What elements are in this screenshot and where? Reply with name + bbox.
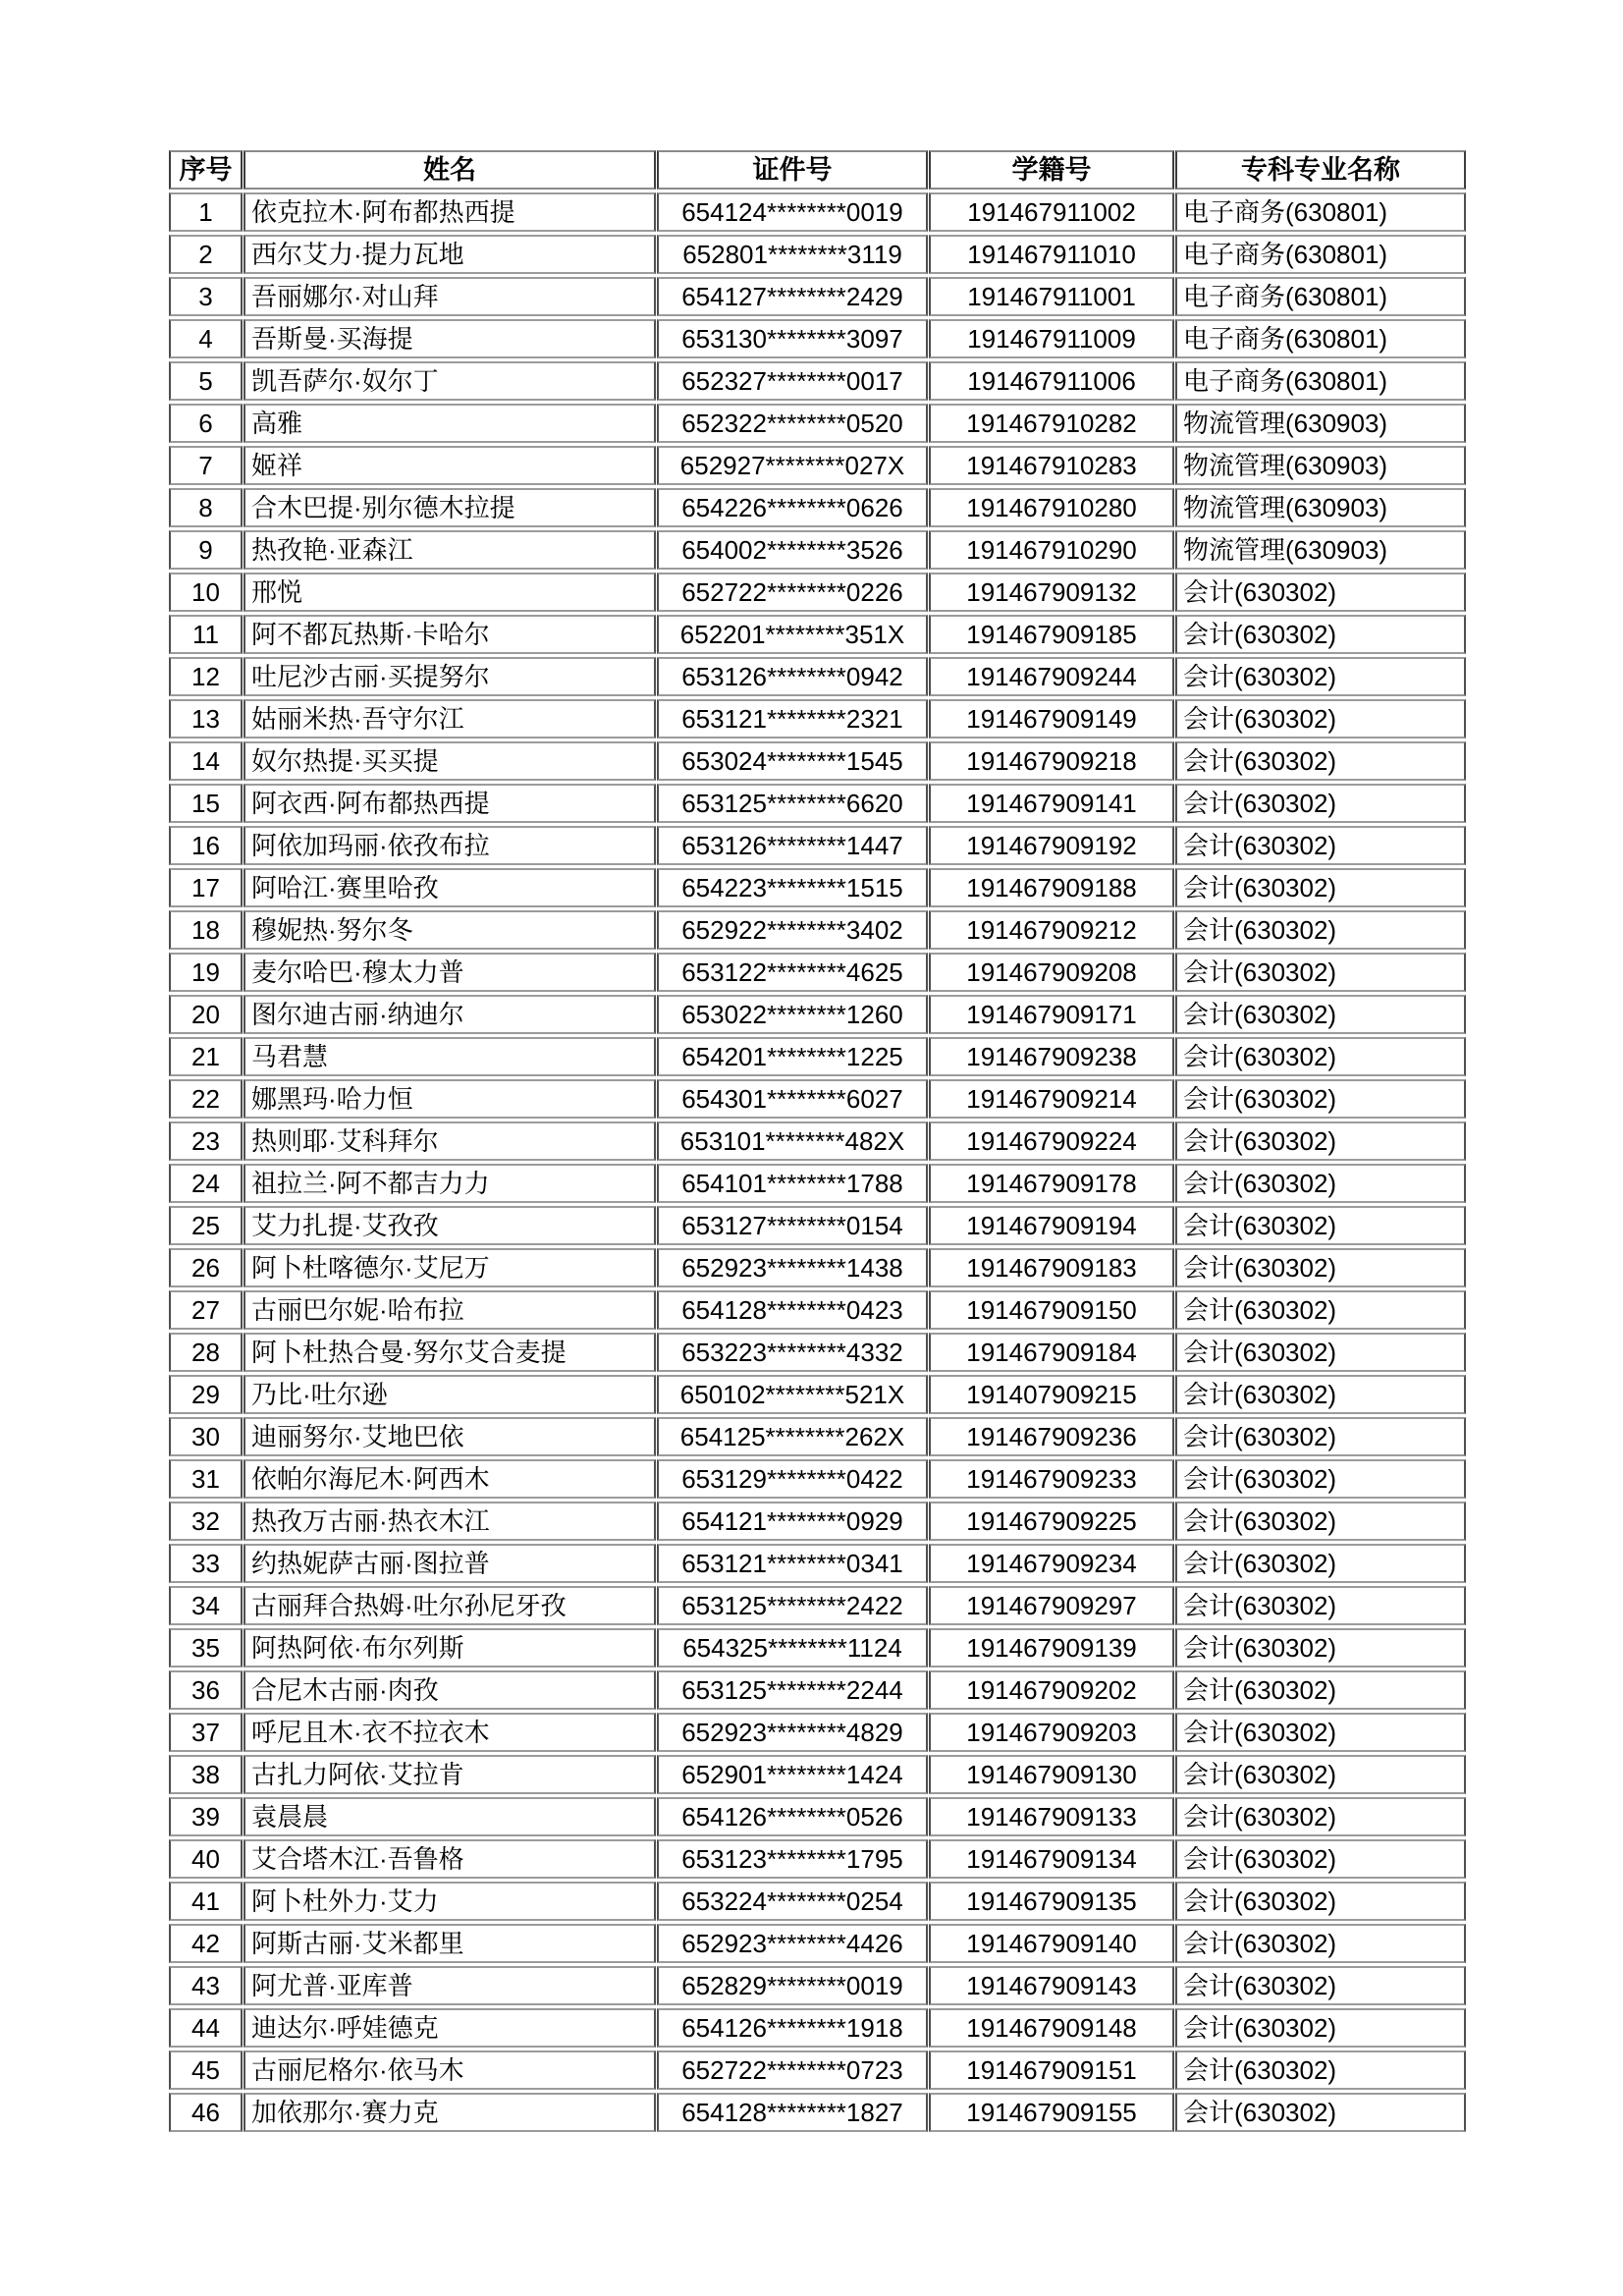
cell-major-name: 电子商务(630801) <box>1175 277 1466 316</box>
table-row <box>169 192 1466 232</box>
table-row <box>169 868 1466 907</box>
table-row <box>169 488 1466 527</box>
cell-student-registration-number: 191467911010 <box>929 235 1174 274</box>
cell-major-name: 会计(630302) <box>1175 1839 1466 1879</box>
cell-student-registration-number: 191467909151 <box>929 2050 1174 2090</box>
table-row <box>169 1502 1466 1541</box>
cell-student-registration-number: 191467909139 <box>929 1628 1174 1667</box>
cell-major-name: 会计(630302) <box>1175 1417 1466 1456</box>
cell-student-registration-number: 191467911006 <box>929 361 1174 401</box>
cell-student-registration-number: 191467910283 <box>929 446 1174 485</box>
cell-student-registration-number: 191467909238 <box>929 1037 1174 1076</box>
cell-id-number: 653121********2321 <box>657 699 928 738</box>
student-roster-table <box>168 147 1467 2135</box>
cell-student-registration-number: 191467909130 <box>929 1755 1174 1794</box>
cell-id-number: 653125********2422 <box>657 1586 928 1625</box>
cell-major-name: 会计(630302) <box>1175 1670 1466 1710</box>
cell-id-number: 654121********0929 <box>657 1502 928 1541</box>
cell-student-registration-number: 191467909194 <box>929 1206 1174 1245</box>
cell-name: 呼尼且木·衣不拉衣木 <box>243 1713 656 1752</box>
cell-student-registration-number: 191467909132 <box>929 573 1174 612</box>
cell-major-name: 会计(630302) <box>1175 1375 1466 1414</box>
cell-name: 迪丽努尔·艾地巴依 <box>243 1417 656 1456</box>
table-row <box>169 1248 1466 1287</box>
cell-name: 奴尔热提·买买提 <box>243 741 656 781</box>
table-row <box>169 573 1466 612</box>
cell-serial-number: 40 <box>169 1839 243 1879</box>
cell-student-registration-number: 191407909215 <box>929 1375 1174 1414</box>
cell-id-number: 653022********1260 <box>657 995 928 1034</box>
table-row <box>169 741 1466 781</box>
table-row <box>169 1797 1466 1836</box>
cell-serial-number: 32 <box>169 1502 243 1541</box>
cell-name: 姬祥 <box>243 446 656 485</box>
cell-id-number: 653121********0341 <box>657 1544 928 1583</box>
table-header <box>169 150 1466 190</box>
cell-id-number: 654325********1124 <box>657 1628 928 1667</box>
cell-student-registration-number: 191467909234 <box>929 1544 1174 1583</box>
cell-student-registration-number: 191467909178 <box>929 1164 1174 1203</box>
cell-student-registration-number: 191467909134 <box>929 1839 1174 1879</box>
cell-serial-number: 37 <box>169 1713 243 1752</box>
cell-serial-number: 46 <box>169 2093 243 2132</box>
cell-serial-number: 38 <box>169 1755 243 1794</box>
cell-name: 阿依加玛丽·依孜布拉 <box>243 826 656 865</box>
table-row <box>169 1544 1466 1583</box>
cell-serial-number: 8 <box>169 488 243 527</box>
cell-id-number: 654101********1788 <box>657 1164 928 1203</box>
cell-name: 古丽尼格尔·依马木 <box>243 2050 656 2090</box>
cell-name: 合木巴提·别尔德木拉提 <box>243 488 656 527</box>
table-row <box>169 1079 1466 1119</box>
cell-name: 穆妮热·努尔冬 <box>243 910 656 950</box>
cell-name: 凯吾萨尔·奴尔丁 <box>243 361 656 401</box>
cell-major-name: 会计(630302) <box>1175 1882 1466 1921</box>
cell-id-number: 654301********6027 <box>657 1079 928 1119</box>
cell-serial-number: 44 <box>169 2008 243 2048</box>
cell-serial-number: 33 <box>169 1544 243 1583</box>
cell-major-name: 会计(630302) <box>1175 1502 1466 1541</box>
table-row <box>169 2093 1466 2132</box>
cell-major-name: 会计(630302) <box>1175 1797 1466 1836</box>
cell-student-registration-number: 191467909218 <box>929 741 1174 781</box>
cell-major-name: 会计(630302) <box>1175 1333 1466 1372</box>
cell-student-registration-number: 191467909192 <box>929 826 1174 865</box>
cell-serial-number: 5 <box>169 361 243 401</box>
cell-name: 艾力扎提·艾孜孜 <box>243 1206 656 1245</box>
cell-id-number: 653101********482X <box>657 1121 928 1161</box>
cell-serial-number: 18 <box>169 910 243 950</box>
header-id-number: 证件号 <box>657 150 928 190</box>
cell-major-name: 会计(630302) <box>1175 1966 1466 2005</box>
table-row <box>169 995 1466 1034</box>
table-row <box>169 910 1466 950</box>
cell-id-number: 654127********2429 <box>657 277 928 316</box>
header-major-name: 专科专业名称 <box>1175 150 1466 190</box>
cell-student-registration-number: 191467909148 <box>929 2008 1174 2048</box>
cell-serial-number: 3 <box>169 277 243 316</box>
cell-name: 热则耶·艾科拜尔 <box>243 1121 656 1161</box>
cell-major-name: 会计(630302) <box>1175 1713 1466 1752</box>
cell-name: 娜黑玛·哈力恒 <box>243 1079 656 1119</box>
cell-serial-number: 19 <box>169 953 243 992</box>
cell-id-number: 650102********521X <box>657 1375 928 1414</box>
table-row <box>169 1290 1466 1330</box>
cell-id-number: 652923********4829 <box>657 1713 928 1752</box>
table-row <box>169 1839 1466 1879</box>
cell-major-name: 会计(630302) <box>1175 1755 1466 1794</box>
cell-serial-number: 4 <box>169 319 243 358</box>
cell-name: 高雅 <box>243 404 656 443</box>
cell-serial-number: 12 <box>169 657 243 696</box>
cell-student-registration-number: 191467909143 <box>929 1966 1174 2005</box>
cell-serial-number: 27 <box>169 1290 243 1330</box>
cell-student-registration-number: 191467909203 <box>929 1713 1174 1752</box>
cell-name: 乃比·吐尔逊 <box>243 1375 656 1414</box>
cell-student-registration-number: 191467909225 <box>929 1502 1174 1541</box>
cell-serial-number: 9 <box>169 530 243 570</box>
cell-major-name: 电子商务(630801) <box>1175 235 1466 274</box>
cell-serial-number: 25 <box>169 1206 243 1245</box>
cell-id-number: 653223********4332 <box>657 1333 928 1372</box>
cell-serial-number: 43 <box>169 1966 243 2005</box>
cell-major-name: 会计(630302) <box>1175 615 1466 654</box>
cell-major-name: 物流管理(630903) <box>1175 446 1466 485</box>
cell-student-registration-number: 191467909135 <box>929 1882 1174 1921</box>
cell-student-registration-number: 191467909171 <box>929 995 1174 1034</box>
cell-major-name: 会计(630302) <box>1175 573 1466 612</box>
cell-name: 艾合塔木江·吾鲁格 <box>243 1839 656 1879</box>
cell-serial-number: 14 <box>169 741 243 781</box>
cell-id-number: 652901********1424 <box>657 1755 928 1794</box>
cell-student-registration-number: 191467910290 <box>929 530 1174 570</box>
cell-student-registration-number: 191467909150 <box>929 1290 1174 1330</box>
table-row <box>169 2050 1466 2090</box>
cell-id-number: 652801********3119 <box>657 235 928 274</box>
cell-name: 西尔艾力·提力瓦地 <box>243 235 656 274</box>
cell-name: 邢悦 <box>243 573 656 612</box>
cell-name: 麦尔哈巴·穆太力普 <box>243 953 656 992</box>
cell-major-name: 电子商务(630801) <box>1175 192 1466 232</box>
cell-major-name: 会计(630302) <box>1175 784 1466 823</box>
table-row <box>169 1206 1466 1245</box>
cell-id-number: 653125********2244 <box>657 1670 928 1710</box>
cell-name: 吾斯曼·买海提 <box>243 319 656 358</box>
cell-major-name: 会计(630302) <box>1175 1290 1466 1330</box>
cell-major-name: 会计(630302) <box>1175 1079 1466 1119</box>
table-row <box>169 953 1466 992</box>
cell-id-number: 653224********0254 <box>657 1882 928 1921</box>
cell-major-name: 会计(630302) <box>1175 2008 1466 2048</box>
cell-major-name: 会计(630302) <box>1175 2093 1466 2132</box>
cell-serial-number: 36 <box>169 1670 243 1710</box>
cell-name: 热孜艳·亚森江 <box>243 530 656 570</box>
cell-serial-number: 23 <box>169 1121 243 1161</box>
cell-major-name: 会计(630302) <box>1175 1164 1466 1203</box>
cell-name: 姑丽米热·吾守尔江 <box>243 699 656 738</box>
cell-major-name: 会计(630302) <box>1175 699 1466 738</box>
table-row <box>169 361 1466 401</box>
cell-name: 迪达尔·呼娃德克 <box>243 2008 656 2048</box>
cell-name: 阿不都瓦热斯·卡哈尔 <box>243 615 656 654</box>
cell-student-registration-number: 191467909236 <box>929 1417 1174 1456</box>
cell-major-name: 会计(630302) <box>1175 826 1466 865</box>
cell-serial-number: 10 <box>169 573 243 612</box>
table-row <box>169 319 1466 358</box>
cell-serial-number: 15 <box>169 784 243 823</box>
cell-id-number: 652923********1438 <box>657 1248 928 1287</box>
cell-student-registration-number: 191467909244 <box>929 657 1174 696</box>
cell-id-number: 654126********1918 <box>657 2008 928 2048</box>
cell-name: 阿卜杜热合曼·努尔艾合麦提 <box>243 1333 656 1372</box>
cell-serial-number: 30 <box>169 1417 243 1456</box>
cell-student-registration-number: 191467909155 <box>929 2093 1174 2132</box>
cell-id-number: 654128********1827 <box>657 2093 928 2132</box>
cell-serial-number: 35 <box>169 1628 243 1667</box>
cell-student-registration-number: 191467909185 <box>929 615 1174 654</box>
cell-name: 阿热阿依·布尔列斯 <box>243 1628 656 1667</box>
header-student-registration-number: 学籍号 <box>929 150 1174 190</box>
cell-name: 图尔迪古丽·纳迪尔 <box>243 995 656 1034</box>
cell-student-registration-number: 191467910280 <box>929 488 1174 527</box>
table-row <box>169 446 1466 485</box>
cell-id-number: 654002********3526 <box>657 530 928 570</box>
cell-major-name: 电子商务(630801) <box>1175 319 1466 358</box>
cell-id-number: 652722********0226 <box>657 573 928 612</box>
cell-id-number: 653126********1447 <box>657 826 928 865</box>
cell-name: 吐尼沙古丽·买提努尔 <box>243 657 656 696</box>
cell-major-name: 会计(630302) <box>1175 1459 1466 1499</box>
cell-major-name: 会计(630302) <box>1175 1248 1466 1287</box>
cell-name: 阿哈江·赛里哈孜 <box>243 868 656 907</box>
cell-serial-number: 22 <box>169 1079 243 1119</box>
cell-id-number: 654124********0019 <box>657 192 928 232</box>
cell-id-number: 653127********0154 <box>657 1206 928 1245</box>
cell-name: 加依那尔·赛力克 <box>243 2093 656 2132</box>
cell-student-registration-number: 191467909188 <box>929 868 1174 907</box>
cell-name: 热孜万古丽·热衣木江 <box>243 1502 656 1541</box>
cell-id-number: 654223********1515 <box>657 868 928 907</box>
cell-student-registration-number: 191467909297 <box>929 1586 1174 1625</box>
cell-name: 阿尤普·亚库普 <box>243 1966 656 2005</box>
cell-serial-number: 28 <box>169 1333 243 1372</box>
table-row <box>169 1586 1466 1625</box>
cell-major-name: 物流管理(630903) <box>1175 404 1466 443</box>
cell-student-registration-number: 191467911001 <box>929 277 1174 316</box>
table-row <box>169 2008 1466 2048</box>
cell-name: 阿衣西·阿布都热西提 <box>243 784 656 823</box>
cell-major-name: 会计(630302) <box>1175 1628 1466 1667</box>
cell-major-name: 会计(630302) <box>1175 1586 1466 1625</box>
cell-major-name: 电子商务(630801) <box>1175 361 1466 401</box>
cell-name: 吾丽娜尔·对山拜 <box>243 277 656 316</box>
cell-id-number: 654226********0626 <box>657 488 928 527</box>
cell-serial-number: 1 <box>169 192 243 232</box>
table-row <box>169 699 1466 738</box>
cell-name: 阿卜杜喀德尔·艾尼万 <box>243 1248 656 1287</box>
cell-major-name: 会计(630302) <box>1175 741 1466 781</box>
cell-id-number: 652322********0520 <box>657 404 928 443</box>
cell-student-registration-number: 191467909208 <box>929 953 1174 992</box>
cell-serial-number: 31 <box>169 1459 243 1499</box>
cell-id-number: 652923********4426 <box>657 1924 928 1963</box>
table-row <box>169 277 1466 316</box>
cell-student-registration-number: 191467911002 <box>929 192 1174 232</box>
cell-student-registration-number: 191467911009 <box>929 319 1174 358</box>
table-row <box>169 1628 1466 1667</box>
cell-serial-number: 20 <box>169 995 243 1034</box>
cell-serial-number: 16 <box>169 826 243 865</box>
table-row <box>169 657 1466 696</box>
cell-serial-number: 42 <box>169 1924 243 1963</box>
table-row <box>169 1924 1466 1963</box>
table-row <box>169 1713 1466 1752</box>
cell-name: 依帕尔海尼木·阿西木 <box>243 1459 656 1499</box>
cell-id-number: 652927********027X <box>657 446 928 485</box>
cell-major-name: 会计(630302) <box>1175 2050 1466 2090</box>
cell-serial-number: 11 <box>169 615 243 654</box>
cell-id-number: 654126********0526 <box>657 1797 928 1836</box>
table-row <box>169 404 1466 443</box>
cell-id-number: 653123********1795 <box>657 1839 928 1879</box>
cell-id-number: 652829********0019 <box>657 1966 928 2005</box>
cell-id-number: 654128********0423 <box>657 1290 928 1330</box>
cell-id-number: 652722********0723 <box>657 2050 928 2090</box>
cell-id-number: 653122********4625 <box>657 953 928 992</box>
table-row <box>169 1375 1466 1414</box>
cell-student-registration-number: 191467909212 <box>929 910 1174 950</box>
cell-student-registration-number: 191467909183 <box>929 1248 1174 1287</box>
cell-major-name: 会计(630302) <box>1175 657 1466 696</box>
cell-name: 依克拉木·阿布都热西提 <box>243 192 656 232</box>
header-name: 姓名 <box>243 150 656 190</box>
cell-serial-number: 29 <box>169 1375 243 1414</box>
cell-student-registration-number: 191467909214 <box>929 1079 1174 1119</box>
cell-name: 约热妮萨古丽·图拉普 <box>243 1544 656 1583</box>
table-row <box>169 1882 1466 1921</box>
table-row <box>169 826 1466 865</box>
table-row <box>169 1417 1466 1456</box>
cell-name: 马君慧 <box>243 1037 656 1076</box>
cell-name: 古扎力阿依·艾拉肯 <box>243 1755 656 1794</box>
cell-student-registration-number: 191467909233 <box>929 1459 1174 1499</box>
cell-major-name: 物流管理(630903) <box>1175 488 1466 527</box>
cell-id-number: 653125********6620 <box>657 784 928 823</box>
cell-student-registration-number: 191467909224 <box>929 1121 1174 1161</box>
cell-id-number: 652922********3402 <box>657 910 928 950</box>
table-row <box>169 1459 1466 1499</box>
cell-id-number: 652327********0017 <box>657 361 928 401</box>
table-row <box>169 784 1466 823</box>
cell-id-number: 653024********1545 <box>657 741 928 781</box>
table-row <box>169 1333 1466 1372</box>
header-row <box>169 150 1466 190</box>
cell-serial-number: 26 <box>169 1248 243 1287</box>
cell-id-number: 653129********0422 <box>657 1459 928 1499</box>
cell-major-name: 会计(630302) <box>1175 1206 1466 1245</box>
table-row <box>169 615 1466 654</box>
cell-serial-number: 45 <box>169 2050 243 2090</box>
table-row <box>169 1755 1466 1794</box>
cell-major-name: 会计(630302) <box>1175 910 1466 950</box>
table-row <box>169 1037 1466 1076</box>
cell-serial-number: 39 <box>169 1797 243 1836</box>
cell-name: 古丽拜合热姆·吐尔孙尼牙孜 <box>243 1586 656 1625</box>
cell-major-name: 会计(630302) <box>1175 1037 1466 1076</box>
table-row <box>169 530 1466 570</box>
cell-serial-number: 34 <box>169 1586 243 1625</box>
cell-serial-number: 21 <box>169 1037 243 1076</box>
table-row <box>169 1121 1466 1161</box>
table-body <box>169 192 1466 2132</box>
cell-student-registration-number: 191467909141 <box>929 784 1174 823</box>
cell-id-number: 654125********262X <box>657 1417 928 1456</box>
cell-name: 阿斯古丽·艾米都里 <box>243 1924 656 1963</box>
cell-student-registration-number: 191467909133 <box>929 1797 1174 1836</box>
table-row <box>169 1164 1466 1203</box>
cell-serial-number: 2 <box>169 235 243 274</box>
cell-student-registration-number: 191467909202 <box>929 1670 1174 1710</box>
cell-major-name: 会计(630302) <box>1175 1121 1466 1161</box>
cell-id-number: 652201********351X <box>657 615 928 654</box>
cell-serial-number: 24 <box>169 1164 243 1203</box>
cell-name: 祖拉兰·阿不都吉力力 <box>243 1164 656 1203</box>
header-serial-number: 序号 <box>169 150 243 190</box>
cell-student-registration-number: 191467910282 <box>929 404 1174 443</box>
cell-id-number: 653126********0942 <box>657 657 928 696</box>
cell-major-name: 会计(630302) <box>1175 953 1466 992</box>
cell-id-number: 653130********3097 <box>657 319 928 358</box>
cell-major-name: 物流管理(630903) <box>1175 530 1466 570</box>
cell-student-registration-number: 191467909184 <box>929 1333 1174 1372</box>
table-row <box>169 1966 1466 2005</box>
cell-name: 合尼木古丽·肉孜 <box>243 1670 656 1710</box>
cell-name: 阿卜杜外力·艾力 <box>243 1882 656 1921</box>
table-row <box>169 1670 1466 1710</box>
cell-serial-number: 17 <box>169 868 243 907</box>
cell-student-registration-number: 191467909140 <box>929 1924 1174 1963</box>
cell-major-name: 会计(630302) <box>1175 995 1466 1034</box>
cell-major-name: 会计(630302) <box>1175 1924 1466 1963</box>
cell-serial-number: 6 <box>169 404 243 443</box>
cell-serial-number: 7 <box>169 446 243 485</box>
cell-major-name: 会计(630302) <box>1175 868 1466 907</box>
cell-name: 袁晨晨 <box>243 1797 656 1836</box>
cell-serial-number: 13 <box>169 699 243 738</box>
cell-id-number: 654201********1225 <box>657 1037 928 1076</box>
table-row <box>169 235 1466 274</box>
cell-name: 古丽巴尔妮·哈布拉 <box>243 1290 656 1330</box>
cell-major-name: 会计(630302) <box>1175 1544 1466 1583</box>
cell-student-registration-number: 191467909149 <box>929 699 1174 738</box>
cell-serial-number: 41 <box>169 1882 243 1921</box>
